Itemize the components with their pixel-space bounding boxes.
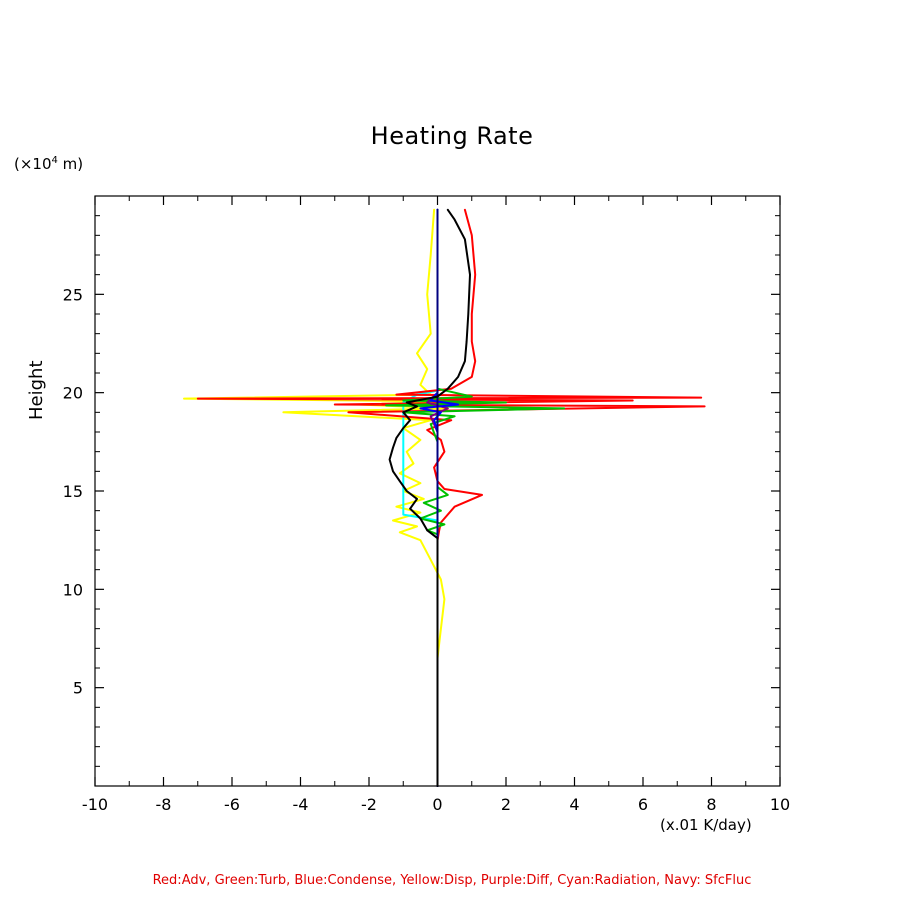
y-tick-label: 5 xyxy=(72,678,83,698)
x-tick-label: -2 xyxy=(361,795,377,814)
x-tick-label: -10 xyxy=(81,795,109,814)
y-unit-suffix: m) xyxy=(57,155,84,173)
series-line-adv xyxy=(198,210,705,786)
chart-title: Heating Rate xyxy=(370,122,534,150)
x-axis-unit-label: (x.01 K/day) xyxy=(660,816,752,834)
y-unit-exponent: 4 xyxy=(51,155,58,166)
x-tick-label: 0 xyxy=(432,795,443,814)
x-tick-label: 2 xyxy=(500,795,512,814)
y-tick-label: 20 xyxy=(62,383,83,403)
series-line-disp xyxy=(184,210,455,658)
x-tick-label: 6 xyxy=(637,795,649,814)
y-axis-label: Height xyxy=(26,360,47,420)
x-tick-label: -6 xyxy=(224,795,240,814)
series-line-total xyxy=(390,210,470,786)
x-tick-label: -8 xyxy=(155,795,172,814)
y-unit-prefix: (×10 xyxy=(14,155,52,173)
x-tick-label: 8 xyxy=(706,795,717,814)
x-tick-label: 10 xyxy=(769,795,791,814)
y-tick-label: 15 xyxy=(62,482,83,501)
x-tick-label: -4 xyxy=(292,795,309,814)
x-tick-label: 4 xyxy=(569,795,580,814)
y-tick-label: 25 xyxy=(62,285,83,305)
legend-text: Red:Adv, Green:Turb, Blue:Condense, Yellow:Disp, Purple:Diff, Cyan:Radiation, Navy: SfcFluc xyxy=(152,873,752,888)
y-tick-label: 10 xyxy=(62,580,83,600)
